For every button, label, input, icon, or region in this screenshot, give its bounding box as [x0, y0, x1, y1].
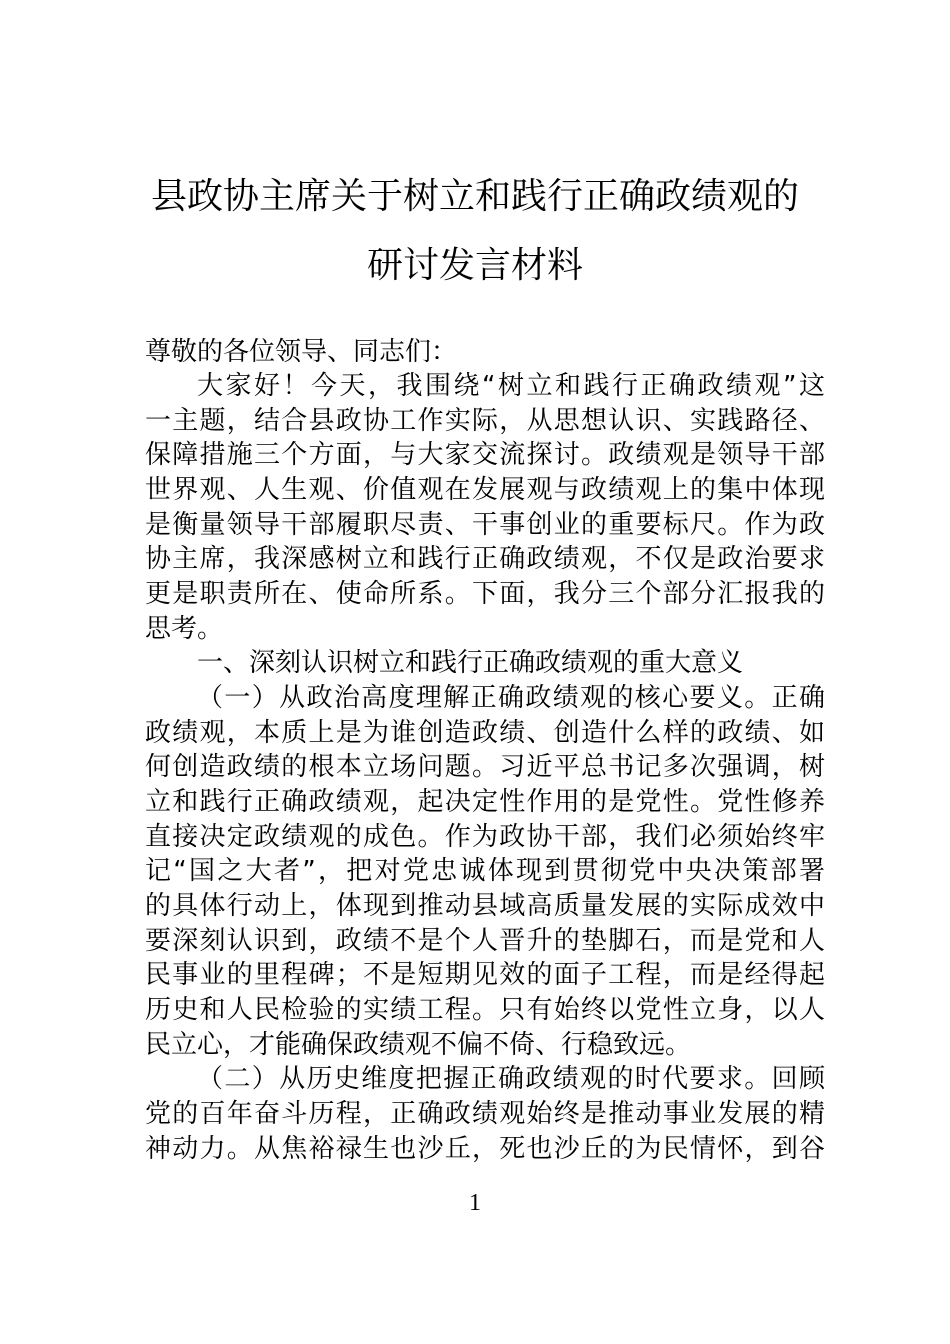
- subsection-heading-line: （一）从政治高度理解正确政绩观的核心要义。正确: [197, 683, 825, 713]
- body-line: 党的百年奋斗历程，正确政绩观始终是推动事业发展的精: [145, 1099, 825, 1129]
- body-line: 协主席，我深感树立和践行正确政绩观，不仅是政治要求: [145, 544, 825, 574]
- body-line: 神动力。从焦裕禄生也沙丘，死也沙丘的为民情怀，到谷: [145, 1134, 825, 1164]
- body-line: 要深刻认识到，政绩不是个人晋升的垫脚石，而是党和人: [145, 926, 825, 956]
- body-line: 是衡量领导干部履职尽责、干事创业的重要标尺。作为政: [145, 510, 825, 540]
- body-line: 政绩观，本质上是为谁创造政绩、创造什么样的政绩、如: [145, 718, 825, 748]
- body-line: 历史和人民检验的实绩工程。只有始终以党性立身，以人: [145, 995, 825, 1025]
- body-line: 保障措施三个方面，与大家交流探讨。政绩观是领导干部: [145, 440, 825, 470]
- body-line: 思考。: [145, 614, 224, 644]
- body-line: 大家好！今天，我围绕“树立和践行正确政绩观”这: [197, 371, 825, 401]
- document-title-line-2: 研讨发言材料: [366, 245, 583, 286]
- body-line: 立和践行正确政绩观，起决定性作用的是党性。党性修养: [145, 787, 825, 817]
- body-line: 的具体行动上，体现到推动县域高质量发展的实际成效中: [145, 891, 825, 921]
- salutation: 尊敬的各位领导、同志们：: [145, 337, 458, 367]
- document-title-line-1: 县政协主席关于树立和践行正确政绩观的: [150, 176, 799, 217]
- body-line: 何创造政绩的根本立场问题。习近平总书记多次强调，树: [145, 752, 825, 782]
- body-line: 民立心，才能确保政绩观不偏不倚、行稳致远。: [145, 1030, 692, 1060]
- body-line: 更是职责所在、使命所系。下面，我分三个部分汇报我的: [145, 579, 825, 609]
- section-heading: 一、深刻认识树立和践行正确政绩观的重大意义: [197, 648, 744, 678]
- body-line: 一主题，结合县政协工作实际，从思想认识、实践路径、: [145, 406, 825, 436]
- subsection-heading-line: （二）从历史维度把握正确政绩观的时代要求。回顾: [197, 1064, 825, 1094]
- body-line: 民事业的里程碑；不是短期见效的面子工程，而是经得起: [145, 960, 825, 990]
- body-line: 直接决定政绩观的成色。作为政协干部，我们必须始终牢: [145, 822, 825, 852]
- page-number: 1: [469, 1190, 481, 1216]
- body-line: 记“国之大者”，把对党忠诚体现到贯彻党中央决策部署: [145, 856, 825, 886]
- body-line: 世界观、人生观、价值观在发展观与政绩观上的集中体现: [145, 475, 825, 505]
